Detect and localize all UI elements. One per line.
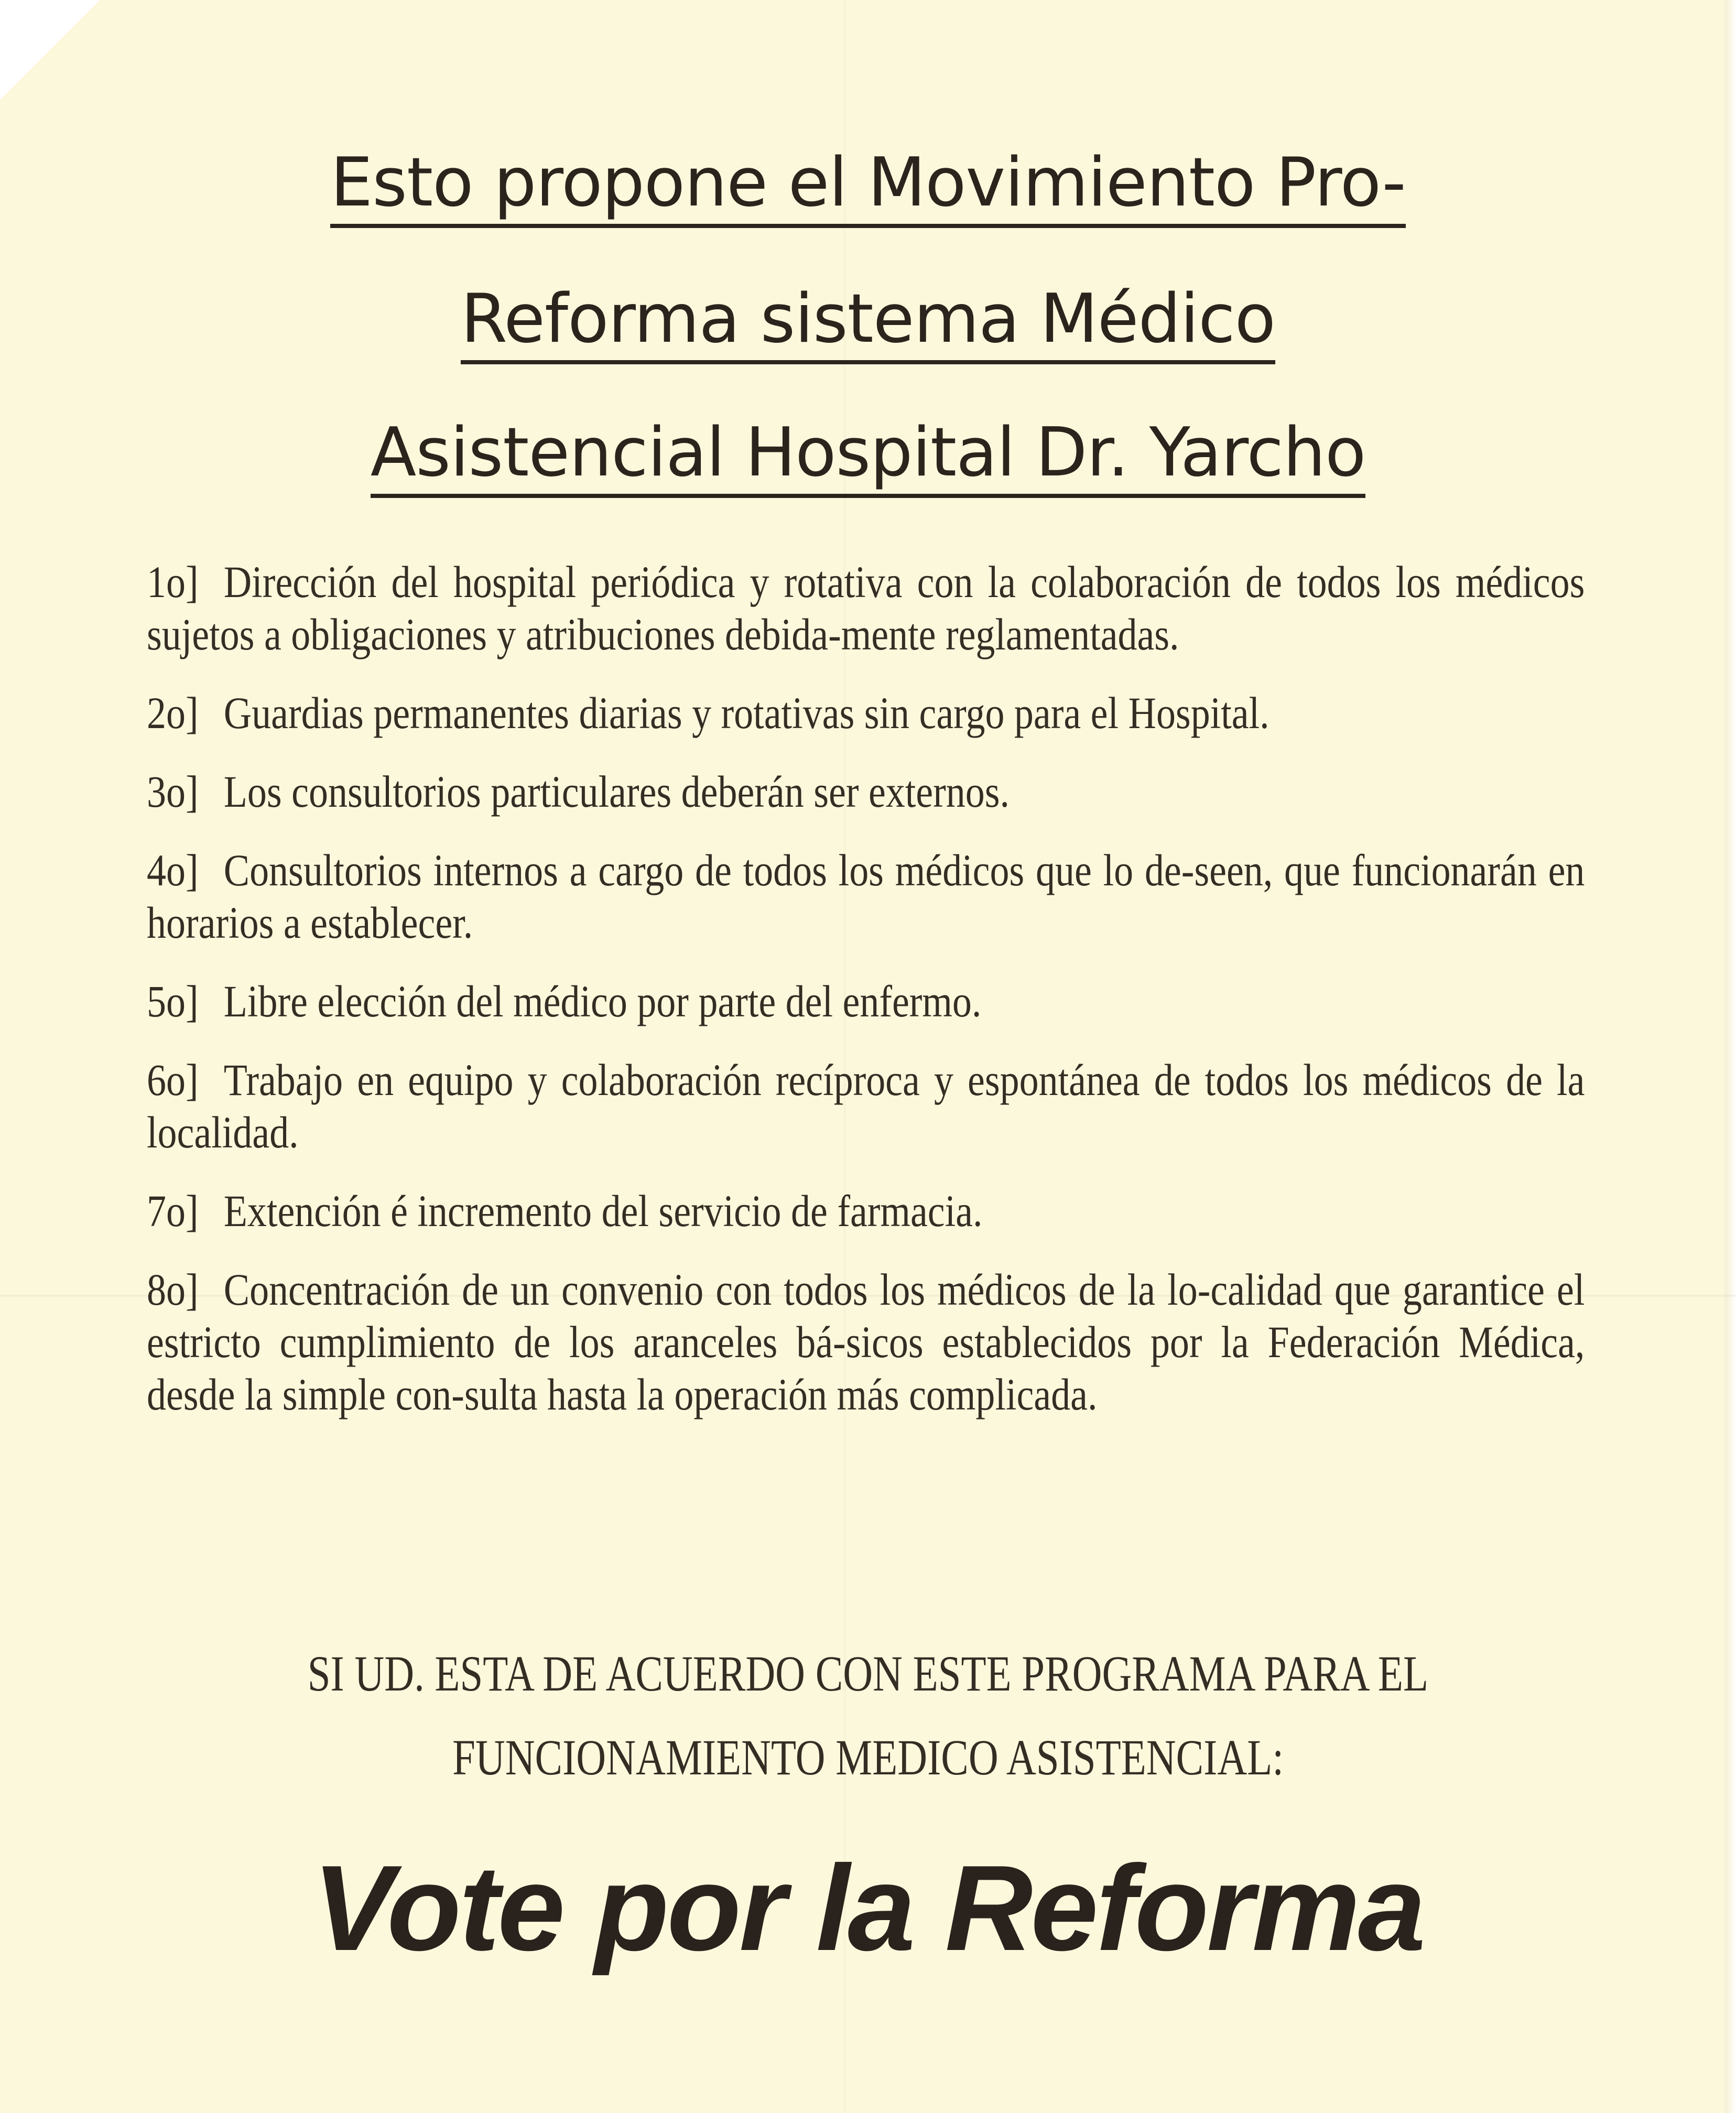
proposal-number: 8o]: [147, 1264, 199, 1315]
heading-line-2-text: Reforma sistema Médico: [461, 286, 1275, 364]
heading-line-1: [0, 144, 1736, 228]
heading-line-1-text: Esto propone el Movimiento Pro-: [330, 149, 1405, 228]
proposal-item-2: [147, 687, 1585, 739]
proposal-item-1: [147, 556, 1585, 660]
call-to-action-line-2-text: FUNCIONAMIENTO MEDICO ASISTENCIAL:: [452, 1729, 1284, 1785]
proposal-list: [147, 556, 1585, 1447]
heading-line-2: [0, 280, 1736, 364]
proposal-text: Guardias permanentes diarias y rotativas sin cargo para el Hospital.: [223, 688, 1270, 738]
proposal-text: Extención é incremento del servicio de farmacia.: [223, 1186, 983, 1236]
heading-line-3: [0, 414, 1736, 498]
proposal-item-7: [147, 1185, 1585, 1237]
proposal-text: Dirección del hospital periódica y rotativa con la colaboración de todos los médicos sujetos a obligaciones y atribuciones debida-mente reglamentadas.: [147, 557, 1585, 659]
proposal-number: 2o]: [147, 688, 199, 738]
slogan: Vote por la Reforma: [312, 1840, 1424, 1976]
call-to-action-line-2: [0, 1729, 1736, 1785]
call-to-action-line-1: [0, 1645, 1736, 1702]
proposal-number: 6o]: [147, 1055, 199, 1105]
proposal-number: 1o]: [147, 557, 199, 607]
call-to-action-line-1-text: SI UD. ESTA DE ACUERDO CON ESTE PROGRAMA PARA EL: [307, 1645, 1429, 1702]
proposal-item-3: [147, 765, 1585, 818]
proposal-text: Consultorios internos a cargo de todos los médicos que lo de-seen, que funcionarán en horarios a establecer.: [147, 845, 1585, 948]
torn-corner: [0, 0, 100, 100]
proposal-number: 3o]: [147, 766, 199, 817]
proposal-item-8: [147, 1263, 1585, 1421]
proposal-number: 4o]: [147, 845, 199, 895]
heading-line-3-text: Asistencial Hospital Dr. Yarcho: [371, 419, 1366, 498]
proposal-number: 5o]: [147, 976, 199, 1026]
proposal-item-6: [147, 1054, 1585, 1158]
proposal-text: Trabajo en equipo y colaboración recíproca y espontánea de todos los médicos de la localidad.: [147, 1055, 1585, 1157]
proposal-item-4: [147, 844, 1585, 949]
proposal-text: Libre elección del médico por parte del enfermo.: [223, 976, 982, 1026]
proposal-item-5: [147, 975, 1585, 1027]
proposal-text: Los consultorios particulares deberán ser externos.: [223, 766, 1010, 817]
proposal-number: 7o]: [147, 1186, 199, 1236]
proposal-text: Concentración de un convenio con todos los médicos de la lo-calidad que garantice el estricto cumplimiento de los aranceles bá-sicos establecidos por la Federación Médica, desde la simple con-sulta hasta la operación más complicada.: [147, 1264, 1585, 1419]
